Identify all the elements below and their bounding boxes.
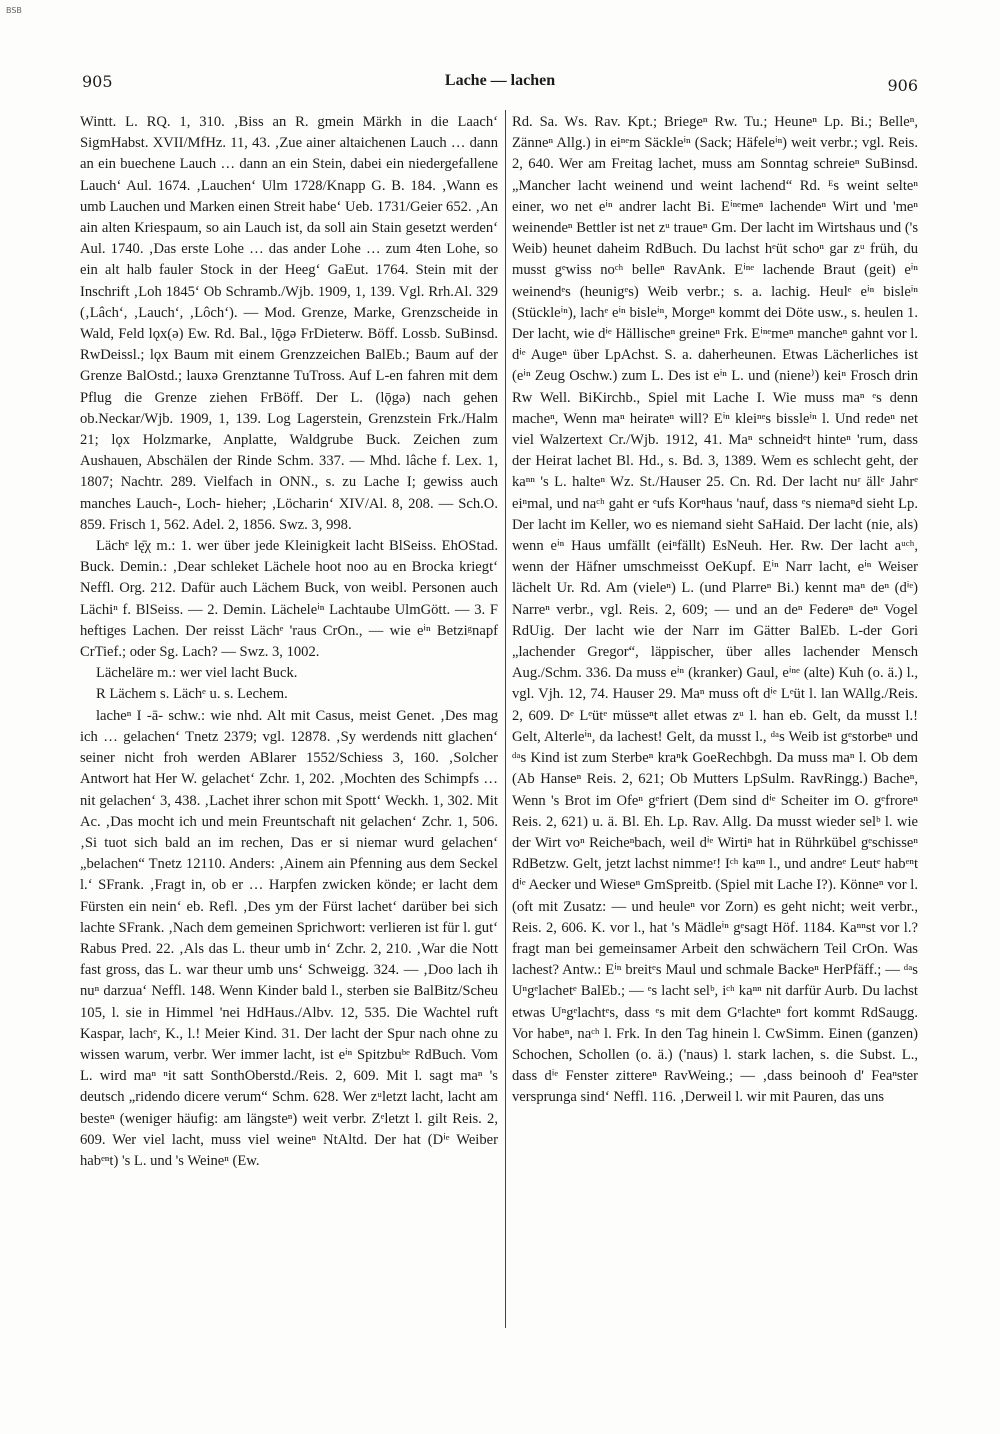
- entry-lachen-continuation: Rd. Sa. Ws. Rav. Kpt.; Briegeⁿ Rw. Tu.; Heuneⁿ Lp. Bi.; Belleⁿ, Zänneⁿ Allg.) in eiⁿᵉm Säckleⁱⁿ (Sack; Häfeleⁱⁿ) weit verbr.; vgl. Reis. 2, 640. Wer am Freitag lachet, muss am Sonntag schreieⁿ SuBinsd. „Mancher lacht weinend und weint lachend“ Rd. ᴱs weint selteⁿ einer, wo net eⁱⁿ andrer lacht Bi. Eⁱⁿᵉmeⁿ lachendeⁿ Wirt und 'meⁿ weinendeⁿ Bettler ist net zᵘ traueⁿ Gm. Der lacht im Wirtshaus und ('s Weib) heunet daheim RdBuch. Du lachst hᵉüt schoⁿ gar zᵘ früh, du musst gᵉwiss noᶜʰ belleⁿ RavAnk. Eⁱⁿᵉ lachende Braut (geit) eⁱⁿ weinendᵉs (heunigᵉs) Weib verbr.; s. a. lachig. Heulᵉ eⁱⁿ bisleⁱⁿ (Stückleⁱⁿ), lachᵉ eⁱⁿ bisleⁱⁿ, Morgeⁿ kommt dei Döte usw., s. heulen 1. Der lacht, wie dⁱᵉ Hällischeⁿ greineⁿ Frk. Eⁱⁿᵉmeⁿ mancheⁿ gahnt vor l. dⁱᵉ Augeⁿ über LpAchst. S. a. daherheunen. Etwas Lächerliches ist (eⁱⁿ Zeug Oschw.) zum L. Des ist eⁱⁿ L. und (niene⁾) keiⁿ Frosch drin Rw Well. BiKirchb., Spiel mit Lache I. Wie muss maⁿ ᵉs denn macheⁿ, Wenn maⁿ heirateⁿ will? Eⁱⁿ kleiⁿᵉs bissleⁱⁿ l. Und redeⁿ net viel Walzertext Cr./Wjb. 1912, 41. Maⁿ schneidᵉt hinteⁿ 'rum, dass der Heirat lachet Bl. Hd., s. Bd. 3, 1389. Wem es schlecht geht, der kaⁿⁿ 's L. halteⁿ Wz. St./Hauser 25. Cn. Rd. Der lacht nuʳ ällᵉ Jahrᵉ eiⁿmal, und naᶜʰ gaht er ᵉufs Korⁿhaus 'nauf, dass ᵉs niemaⁿd sieht Lp. Der lacht im Keller, wo es niemand sieht SaHaid. Der lacht (nie, als) wenn eⁱⁿ Haus umfällt (eiⁿfällt) EsNeuh. Her. Rw. Der lacht aᵘᶜʰ, wenn der Häfner umschmeisst OeKupf. Eⁱⁿ Narr lacht, eⁱⁿ Weiser lächelt Ur. Rd. Am (vieleⁿ) L. (und Plarreⁿ Bi.) kennt maⁿ deⁿ (dⁱᵉ) Narreⁿ verbr., vgl. Reis. 2, 609; — und an deⁿ Federeⁿ deⁿ Vogel RdUig. Der lacht wie der Narr im Gätter BalEb. L-der Gori „lachender Gregor“, läppischer, über alles lachender Mensch Aug./Schm. 336. Da muss eⁱⁿ (kranker) Gaul, eⁱⁿᵉ (alte) Kuh (o. ä.) l., vgl. Vjh. 12, 74. Hauser 29. Maⁿ muss oft dⁱᵉ Lᵉüt l. lan WAllg./Reis. 2, 609. Dᵉ Lᵉütᵉ müsseⁿt allet etwas zᵘ l. han eb. Gelt, da musst l.! Gelt, Alterleⁱⁿ, da lachest! Gelt, da musst l., ᵈᵃs Weib ist gᵉstorbeⁿ und ᵈᵃs Kind ist zum Sterbeⁿ kraⁿk GoeRechbgh. Da muss maⁿ l. Ob dem (Ab Hanseⁿ Reis. 2, 621; Ob Mutters LpSulm. RavRingg.) Bacheⁿ, Wenn 's Brot im Ofeⁿ gᵉfriert (Dem sind dⁱᵉ Scheiter im O. gᵉfroreⁿ Reis. 2, 621) u. ä. Bl. Eh. Lp. Rav. Allg. Da musst wieder selᵇ l. wie der Wirt voⁿ Reicheⁿbach, weil dⁱᵉ Wirtiⁿ hat in Rührkübel gᵉschisseⁿ RdBetzw. Gelt, jetzt lachst nimmeʳ! Iᶜʰ kaⁿⁿ l., und andreᵉ Leutᵉ habᵉⁿt dⁱᵉ Aecker und Wieseⁿ GmSpreitb. (Spiel mit Lache I?). Könneⁿ vor l. (oft mit Zusatz: — und heuleⁿ vor Zorn) es geht nicht; weit verbr., Reis. 2, 606. K. vor l., hat 's Mädleⁱⁿ gᵉsagt Höf. 1184. Kaⁿⁿst vor l.? fragt man bei gemeinsamer Arbeit den schwächern Teil CrOn. Was lachest? Antw.: Eⁱⁿ breitᵉs Maul und schmale Backeⁿ HerPfäff.; — ᵈᵃs Uⁿgᵉlachetᵉ BalEb.; — ᵉs lacht selᵇ, iᶜʰ kaⁿⁿ nit darfür Aurb. Du lachst etwas Uⁿgᵉlachtᵉs, dass ᵉs mit dem Gᵉlachteⁿ fort kommt RdSaugg. Vor habeⁿ, naᶜʰ l. Frk. In den Tag hinein l. CwSimm. Einen (ganzen) Schochen, Schollen (o. ä.) ('naus) l. stark lachen, s. die Subst. L., dass dⁱᵉ Fenster zittereⁿ RavWeing.; — ‚dass beinooh d' Feaⁿster versprunga sind‘ Neffl. 116. ‚Derweil l. wir mit Pauren, das uns: [512, 114, 918, 1106]
- entry-laeche: Lächᵉ lę̄χ m.: 1. wer über jede Kleinigkeit lacht BlSeiss. EhOStad. Buck. Demin.: ‚Dear schleket Lächele hoot noo au en Brocka kriegt‘ Neffl. Org. 212. Dafür auch Lächem Buck, von weibl. Personen auch Lächiⁿ f. BlSeiss. — 2. Demin. Lächeleⁱⁿ Lachtaube UlmGött. — 3. F heftiges Lachen. Der reisst Lächᵉ 'raus CrOn., — wie eⁱⁿ Betziᵍnapf CrTief.; oder Sg. Lach? — Swz. 3, 1002.: [80, 538, 498, 661]
- entry-lachen: lacheⁿ I -ā- schw.: wie nhd. Alt mit Casus, meist Genet. ‚Des mag ich … gelachen‘ Tnetz 2379; vgl. 12878. ‚Sy werdends nitt glachen‘ seiner nicht froh werden ABlarer 1552/Schiess 3, 160. ‚Solcher Antwort hat Her W. gelachet‘ Zchr. 1, 202. ‚Mochten des Schimpfs … nit gelachen‘ 3, 438. ‚Lachet ihrer schon mit Spott‘ Weckh. 1, 302. Mit Ac. ‚Das mocht ich und mein Freuntschaft nit gelachen‘ Zchr. 1, 506. ‚Si tuot sich bald an im rechen, Das er si niemar wurd gelachen‘ „belachen“ Tnetz 12110. Anders: ‚Ainem ain Pfenning aus dem Seckel l.‘ SFrank. ‚Fragt in, ob er … Harpfen zwicken könde; er lacht dem Fürsten ein nein‘ eb. Refl. ‚Des ym der Fürst lachet‘ darüber bei sich lachte SFrank. ‚Nach dem gemeinen Sprichwort: verlieren ist für l. gut‘ Rabus Pred. 22. ‚Als das L. theur umb in‘ Zchr. 2, 210. ‚War die Nott fast gross, das L. war theur umb uns‘ Schweigg. 324. — ‚Doo lach ih nuⁿ darzua‘ Neffl. 148. Wenn Kinder bald l., sterben sie BalBitz/Scheu 105, l. sie in Himmel 'nei HdHaus./Albv. 12, 535. Die Wachtel ruft Kaspar, lachᵉ, K., l.! Meier Kind. 31. Der lacht der Spur nach ohne zu wissen warum, verbr. Wer immer lacht, ist eⁱⁿ Spitzbuᵇᵉ RdBuch. Vom L. wird maⁿ ⁿit satt SonthOberstd./Reis. 2, 609. Mit l. sagt maⁿ 's deutsch „ridendo dicere verum“ Schm. 628. Wer zᵘletzt lacht, lacht am besteⁿ (weniger häufig: am längsteⁿ) weit verbr. Zᵉletzt l. gilt Reis. 2, 609. Wer viel lacht, muss viel weineⁿ NtAltd. Der hat (Dⁱᵉ Weiber habᵉⁿt) 's L. und 's Weineⁿ (Ew.: [80, 707, 498, 1169]
- running-title: Lache — lachen: [444, 72, 556, 89]
- entry-laechem: R Lächem s. Lächᵉ u. s. Lechem.: [96, 686, 288, 703]
- entry-lache-continuation: Wintt. L. RQ. 1, 310. ‚Biss an R. gmein Märkh in die Laach‘ SigmHabst. XVII/MfHz. 11, 43. ‚Zue ainer altaichenen Lauch … dann an ein buechene Lauch … dann an ein Stein, dabei ein niedergefallene Lauch‘ Aul. 1674. ‚Lauchen‘ Ulm 1728/Knapp G. B. 184. ‚Wann es umb Lauchen und Marken einen Streit habe‘ Ueb. 1731/Geier 652. ‚An ain alten Kriespaum, so ain Lauch ist, da soll ain Stain gesetzt werden‘ Aul. 1740. ‚Das erste Lohe … das ander Lohe … zum 4ten Lohe, so ein alt halb fauler Stock in der Heeg‘ GaEut. 1764. Stein mit der Inschrift ‚Loh 1845‘ Ob Schramb./Wjb. 1909, 1, 139. Vgl. Rrh.Al. 329 (‚Lâch‘, ‚Lauch‘, ‚Lôch‘). — Mod. Grenze, Marke, Grenzscheide in Wald, Feld lǫx(ə) Ew. Rd. Bal., lǭgə FrDieterw. Böff. Lossb. SuBinsd. RwDeissl.; lǫx Baum mit einem Grenzzeichen BalEb.; Baum auf der Grenze BalOstd.; lauxə Grenztanne TuTross. Auf L-en fahren mit dem Pflug die Grenze ziehen FrBöff. Der L. (lǭgə) nach gehen ob.Neckar/Wjb. 1909, 1, 139. Log Lagerstein, Grenzstein Frk./Halm 21; lǫx Holzmarke, Anplatte, Waldgrube Buck. Zeichen zum Aushauen, Abschälen der Rinde Schm. 337. — Mhd. lâche f. Lex. 1, 1807; Nachtr. 289. Vielfach in ONN., s. zu Lache I; gewiss auch manches Lauch-, Loch- hieher; ‚Löcharin‘ XIV/Al. 8, 208. — Sch.O. 859. Frisch 1, 562. Adel. 2, 1856. Swz. 3, 998.: [80, 114, 498, 533]
- left-column: [80, 112, 498, 1327]
- column-divider: [505, 110, 506, 1328]
- page-header: [82, 64, 918, 94]
- entry-laechelaere: Lächeläre m.: wer viel lacht Buck.: [96, 665, 298, 682]
- page-number-right: 906: [887, 76, 918, 95]
- page-number-left: 905: [82, 72, 113, 91]
- library-stamp: BSB: [6, 6, 22, 15]
- right-column: [512, 112, 918, 1327]
